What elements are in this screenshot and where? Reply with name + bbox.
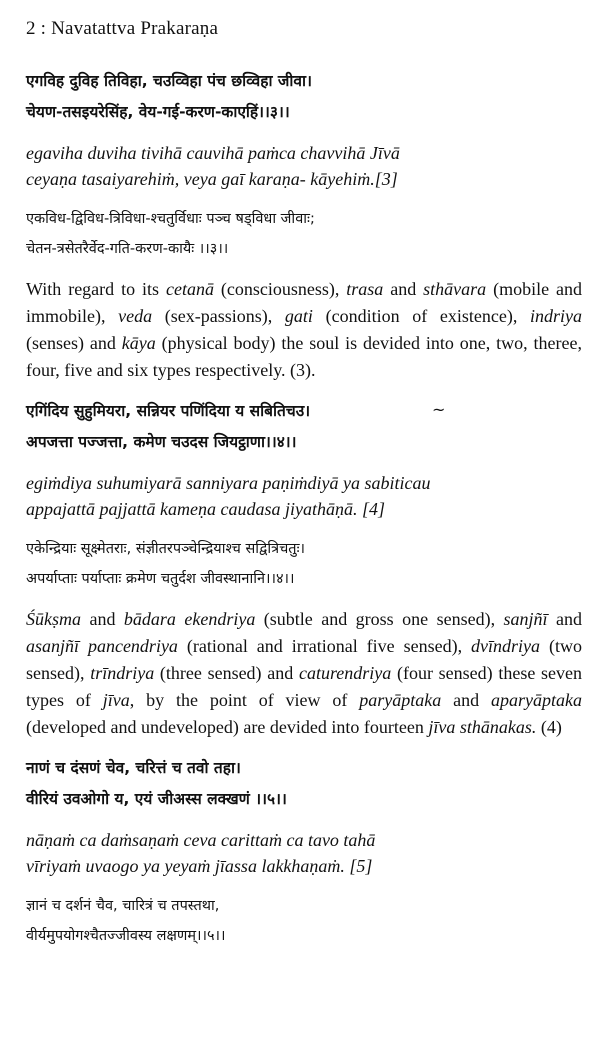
sanskrit-line: अपर्याप्ताः पर्याप्ताः क्रमेण चतुर्दश जीवस्थानानि।।४।। bbox=[26, 571, 295, 587]
page-header: 2 : Navatattva Prakaraṇa bbox=[26, 18, 219, 39]
verse-3-prakrit bbox=[26, 66, 582, 128]
verse-line: चेयण-तसइयरेसिंह, वेय-गई-करण-काएहिं।।३।। bbox=[26, 103, 290, 121]
page bbox=[26, 18, 582, 951]
verse-4-translation: Śūkṣma and bādara ekendriya (subtle and gross one sensed), sanjñī and asanjñī pancendriya (rational and irrational five sensed), dvīndriya (two sensed), trīndriya (three sensed) and caturendriya (four sensed) these seven types of jīva, by the point of view of paryāptaka and aparyāptaka (developed and undeveloped) are devided into fourteen jīva sthānakas. (4) bbox=[26, 609, 582, 737]
sanskrit-line: एकेन्द्रियाः सूक्ष्मेतराः, संज्ञीतरपञ्चेन्द्रियाश्च सद्वित्रिचतुः। bbox=[26, 541, 305, 557]
translit-line: appajattā pajjattā kameṇa caudasa jiyathāṇā. [4] bbox=[26, 499, 385, 519]
verse-3-translation: With regard to its cetanā (consciousness), trasa and sthāvara (mobile and immobile), veda (sex-passions), gati (condition of existence), indriya (senses) and kāya (physical body) the soul is devided into one, two, theree, four, five and six types respectively. (3). bbox=[26, 279, 583, 380]
translit-line: ceyaṇa tasaiyarehiṁ, veya gaī karaṇa- kāyehiṁ.[3] bbox=[26, 169, 398, 189]
verse-5-sanskrit bbox=[26, 891, 582, 951]
verse-line: वीरियं उवओगो य, एयं जीअस्स लक्खणं ।।५।। bbox=[26, 790, 287, 808]
verse-4-prakrit bbox=[26, 396, 582, 458]
verse-3-transliteration bbox=[26, 140, 582, 192]
sanskrit-line: चेतन-त्रसेतरैर्वेद-गति-करण-कायैः ।।३।। bbox=[26, 241, 229, 257]
verse-line: नाणं च दंसणं चेव, चरित्तं च तवो तहा। bbox=[26, 759, 241, 777]
sanskrit-line: एकविध-द्विविध-त्रिविधा-श्चतुर्विधाः पञ्च षड्विधा जीवाः; bbox=[26, 211, 315, 227]
translit-line: nāṇaṁ ca daṁsaṇaṁ ceva carittaṁ ca tavo tahā bbox=[26, 830, 376, 850]
verse-4-transliteration bbox=[26, 470, 582, 522]
verse-5-prakrit bbox=[26, 753, 582, 815]
sanskrit-line: वीर्यमुपयोगश्चैतज्जीवस्य लक्षणम्।।५।। bbox=[26, 928, 226, 944]
verse-line: अपजत्ता पज्जत्ता, कमेण चउदस जियट्ठाणा।।४।। bbox=[26, 433, 297, 451]
verse-line: एगिंदिय सुहुमियरा, सन्नियर पणिंदिया य सबितिचउ। bbox=[26, 402, 311, 420]
margin-mark: ~ bbox=[432, 400, 446, 419]
verse-3-sanskrit bbox=[26, 204, 582, 264]
verse-4-sanskrit bbox=[26, 534, 582, 594]
verse-5-transliteration bbox=[26, 827, 582, 879]
translit-line: egaviha duviha tivihā cauvihā paṁca chavvihā Jīvā bbox=[26, 143, 400, 163]
sanskrit-line: ज्ञानं च दर्शनं चैव, चारित्रं च तपस्तथा, bbox=[26, 898, 220, 914]
translit-line: vīriyaṁ uvaogo ya yeyaṁ jīassa lakkhaṇaṁ. [5] bbox=[26, 856, 373, 876]
verse-line: एगविह दुविह तिविहा, चउव्विहा पंच छव्विहा जीवा। bbox=[26, 72, 312, 90]
translit-line: egiṁdiya suhumiyarā sanniyara paṇiṁdiyā ya sabiticau bbox=[26, 473, 431, 493]
